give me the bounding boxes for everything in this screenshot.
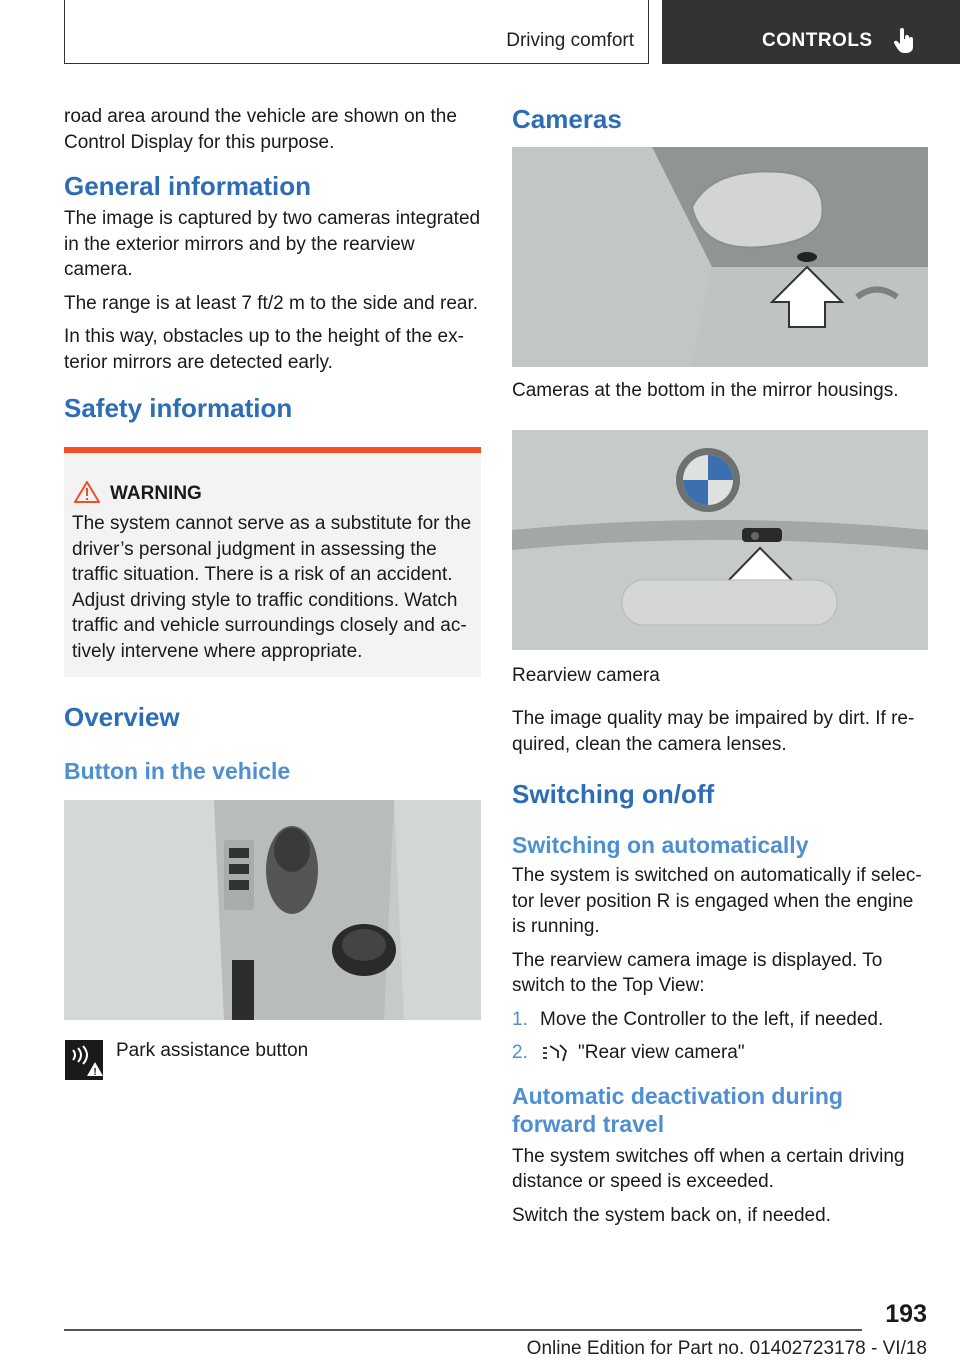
footer-edition: Online Edition for Part no. 01402723178 - VI/18: [526, 1338, 927, 1359]
warning-triangle-icon: [74, 481, 100, 503]
switching-heading: Switching on/off: [512, 779, 715, 809]
dirt-text: The image quality may be impaired by dirt. If required, clean the camera lenses.: [512, 708, 915, 755]
switching-auto-text-2: The rearview camera image is displayed. To switch to the Top View:: [512, 949, 883, 996]
deactivation-text-1: The system switches off when a certain driving distance or speed is exceeded.: [512, 1145, 905, 1192]
mirror-camera-caption: Cameras at the bottom in the mirror housings.: [512, 380, 899, 401]
general-text-2: The range is at least 7 ft/2 m to the side and rear.: [64, 292, 479, 314]
cameras-heading: Cameras: [512, 104, 622, 134]
center-console-photo: [64, 800, 481, 1020]
general-text-3: In this way, obstacles up to the height of the exterior mirrors are detected early.: [64, 326, 464, 373]
mirror-camera-photo: [512, 147, 928, 367]
general-information-heading: General information: [64, 171, 312, 201]
svg-text:!: !: [93, 1067, 97, 1078]
list-item: [512, 1007, 928, 1033]
switching-auto-text-1: The system is switched on automatically if selector lever position R is engaged when the engine is running.: [512, 865, 922, 937]
header-chapter-tab: [662, 0, 960, 64]
step-number: 2.: [512, 1042, 528, 1063]
overview-heading: Overview: [64, 702, 180, 732]
warning-title: WARNING: [110, 483, 202, 504]
rear-view-camera-icon: [540, 1042, 570, 1064]
intro-text: road area around the vehicle are shown on the Control Display for this purpose.: [64, 106, 457, 153]
switching-auto-heading: Switching on automatically: [512, 832, 809, 858]
header-section-title: Driving comfort: [506, 30, 634, 51]
hand-pointer-icon: [894, 28, 916, 54]
rearview-camera-photo: [512, 430, 928, 650]
footer-divider: [64, 1329, 862, 1331]
safety-information-heading: Safety information: [64, 393, 293, 423]
list-item: [512, 1040, 928, 1066]
button-in-vehicle-heading: Button in the vehicle: [64, 758, 291, 784]
page-number: 193: [885, 1300, 927, 1328]
warning-text: The system cannot serve as a substitute for the driver’s personal judgment in assessing the traffic situation. There is a risk of an accident. Adjust driving style to traffic conditions. Watch traffic and vehicle surroundings closely and actively intervene where appropriate.: [72, 513, 472, 662]
general-text-1: The image is captured by two cameras integrated in the exterior mirrors and by the rearview camera.: [64, 208, 481, 280]
rearview-camera-caption: Rearview camera: [512, 665, 660, 686]
steps-list: [512, 1007, 928, 1066]
warning-box: [64, 447, 481, 677]
deactivation-text-2: Switch the system back on, if needed.: [512, 1204, 831, 1226]
park-assist-button-icon: [65, 1040, 103, 1080]
step-text: Move the Controller to the left, if needed.: [540, 1008, 884, 1030]
park-assist-caption: Park assistance button: [116, 1040, 309, 1061]
step-number: 1.: [512, 1008, 528, 1030]
step-text: "Rear view camera": [578, 1042, 745, 1063]
header-chapter-title: CONTROLS: [762, 30, 873, 51]
auto-deactivation-heading: Automatic deactivation during forward travel: [512, 1082, 843, 1137]
